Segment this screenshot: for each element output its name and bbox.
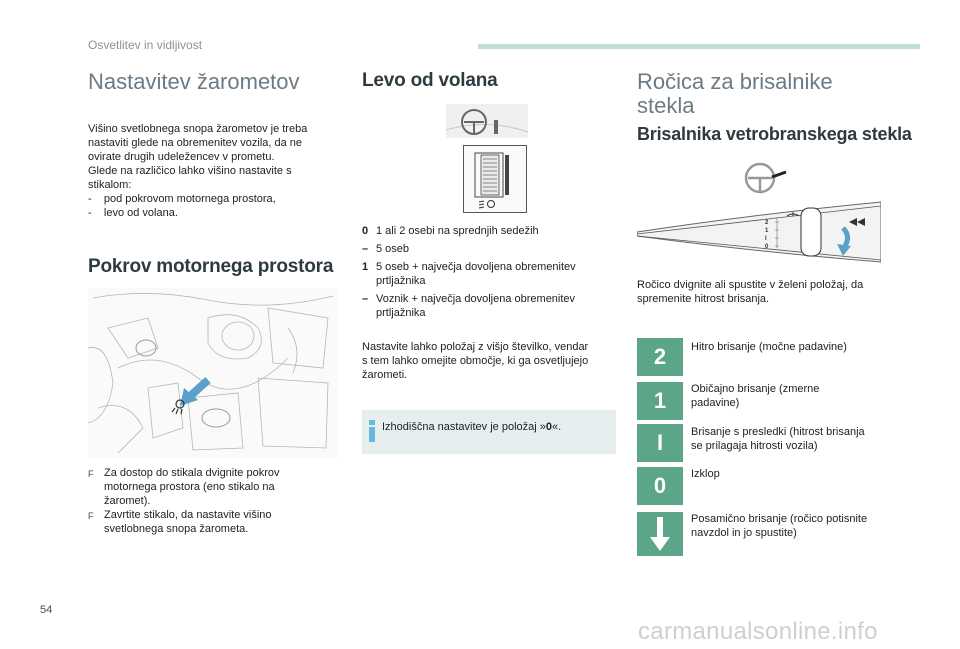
header-bar bbox=[478, 44, 920, 49]
bullet-line: svetlobnega snopa žarometa. bbox=[104, 523, 249, 535]
bullet-line: žaromet). bbox=[104, 495, 151, 507]
svg-text:2: 2 bbox=[765, 220, 769, 226]
intro-line: - levo od volana. bbox=[88, 207, 178, 219]
wiper-intro bbox=[637, 278, 897, 306]
intro-line: spremenite hitrost brisanja. bbox=[637, 293, 770, 305]
section-title-headlamp-adjust: Nastavitev žarometov bbox=[88, 69, 300, 94]
headlamp-dial-diagram bbox=[463, 145, 527, 213]
bullet-mark: F bbox=[88, 469, 94, 479]
intro-line: Glede na različico lahko višino nastavite s bbox=[88, 165, 292, 177]
info-box bbox=[362, 410, 616, 454]
position-text: 1 ali 2 osebi na sprednjih sedežih bbox=[376, 225, 539, 237]
note-line: Nastavite lahko položaj z višjo številko, vendar bbox=[362, 341, 589, 353]
bullet-item bbox=[88, 466, 348, 508]
svg-text:I: I bbox=[765, 236, 767, 242]
mode-badge-single bbox=[637, 512, 683, 556]
intro-line: - pod pokrovom motornega prostora, bbox=[88, 193, 276, 205]
mode-badge-off: 0 bbox=[637, 467, 683, 505]
headlamp-intro bbox=[88, 122, 348, 220]
position-text: prtljažnika bbox=[376, 275, 426, 287]
mode-badge-intermittent: I bbox=[637, 424, 683, 462]
bullet-item bbox=[88, 508, 348, 536]
position-text: 5 oseb + največja dovoljena obremenitev bbox=[376, 261, 576, 273]
section-title-bonnet: Pokrov motornega prostora bbox=[88, 256, 334, 277]
info-text: Izhodiščna nastavitev je položaj »0«. bbox=[382, 421, 562, 433]
mode-line: Hitro brisanje (močne padavine) bbox=[691, 341, 847, 353]
position-text: 5 oseb bbox=[376, 243, 410, 255]
mode-text-intermittent bbox=[691, 425, 891, 453]
position-item bbox=[362, 260, 616, 288]
position-key: 1 bbox=[362, 261, 369, 273]
svg-text:0: 0 bbox=[765, 244, 769, 250]
mode-line: Brisanje s presledki (hitrost brisanja bbox=[691, 426, 865, 438]
mode-text-fast bbox=[691, 340, 891, 354]
mode-badge-normal: 1 bbox=[637, 382, 683, 420]
intro-line: ovirate drugih udeležencev v prometu. bbox=[88, 151, 275, 163]
position-text: prtljažnika bbox=[376, 307, 426, 319]
mode-text-normal bbox=[691, 382, 891, 410]
position-item bbox=[362, 292, 616, 320]
title-line: Ročica za brisalnike bbox=[637, 69, 833, 94]
position-key: – bbox=[362, 243, 369, 255]
info-value: 0 bbox=[545, 421, 553, 433]
position-key: 0 bbox=[362, 225, 369, 237]
intro-line: Višino svetlobnega snopa žarometov je treba bbox=[88, 123, 308, 135]
adjust-note bbox=[362, 340, 622, 382]
position-key: – bbox=[362, 293, 369, 305]
mode-line: padavine) bbox=[691, 397, 740, 409]
mode-text-single bbox=[691, 512, 891, 540]
bullet-line: Za dostop do stikala dvignite pokrov bbox=[104, 467, 280, 479]
note-line: žarometi. bbox=[362, 369, 408, 381]
page-number: 54 bbox=[40, 604, 53, 616]
info-icon bbox=[368, 420, 376, 442]
steering-wheel-diagram bbox=[446, 104, 528, 138]
steering-wheel-wiper-diagram bbox=[740, 160, 788, 196]
mode-badge-fast: 2 bbox=[637, 338, 683, 376]
mode-line: Posamično brisanje (ročico potisnite bbox=[691, 513, 868, 525]
mode-line: Običajno brisanje (zmerne bbox=[691, 383, 820, 395]
position-item bbox=[362, 224, 616, 238]
section-title-wiper-stalk bbox=[637, 70, 833, 118]
title-line: stekla bbox=[637, 93, 695, 118]
svg-text:1: 1 bbox=[765, 228, 769, 234]
position-text: Voznik + največja dovoljena obremenitev bbox=[376, 293, 576, 305]
section-title-left-of-wheel: Levo od volana bbox=[362, 70, 498, 91]
intro-line: Ročico dvignite ali spustite v želeni položaj, da bbox=[637, 279, 864, 291]
section-title-windscreen-wipers: Brisalnika vetrobranskega stekla bbox=[637, 124, 912, 144]
intro-line: nastaviti glede na obremenitev vozila, da ne bbox=[88, 137, 303, 149]
mode-line: navzdol in jo spustite) bbox=[691, 527, 797, 539]
down-arrow-icon bbox=[650, 517, 670, 551]
watermark: carmanualsonline.info bbox=[638, 618, 878, 645]
chapter-title: Osvetlitev in vidljivost bbox=[88, 38, 203, 52]
mode-line: se prilagaja hitrosti vozila) bbox=[691, 440, 818, 452]
bullet-line: Zavrtite stikalo, da nastavite višino bbox=[104, 509, 272, 521]
wiper-stalk-diagram bbox=[637, 200, 881, 264]
position-item bbox=[362, 242, 616, 256]
note-line: s tem lahko omejite območje, ki ga osvetljujejo bbox=[362, 355, 589, 367]
mode-text-off bbox=[691, 467, 891, 481]
bullet-mark: F bbox=[88, 511, 94, 521]
intro-line: stikalom: bbox=[88, 179, 132, 191]
mode-line: Izklop bbox=[691, 468, 720, 480]
bullet-line: motornega prostora (eno stikalo na bbox=[104, 481, 275, 493]
engine-bay-illustration bbox=[88, 288, 338, 458]
